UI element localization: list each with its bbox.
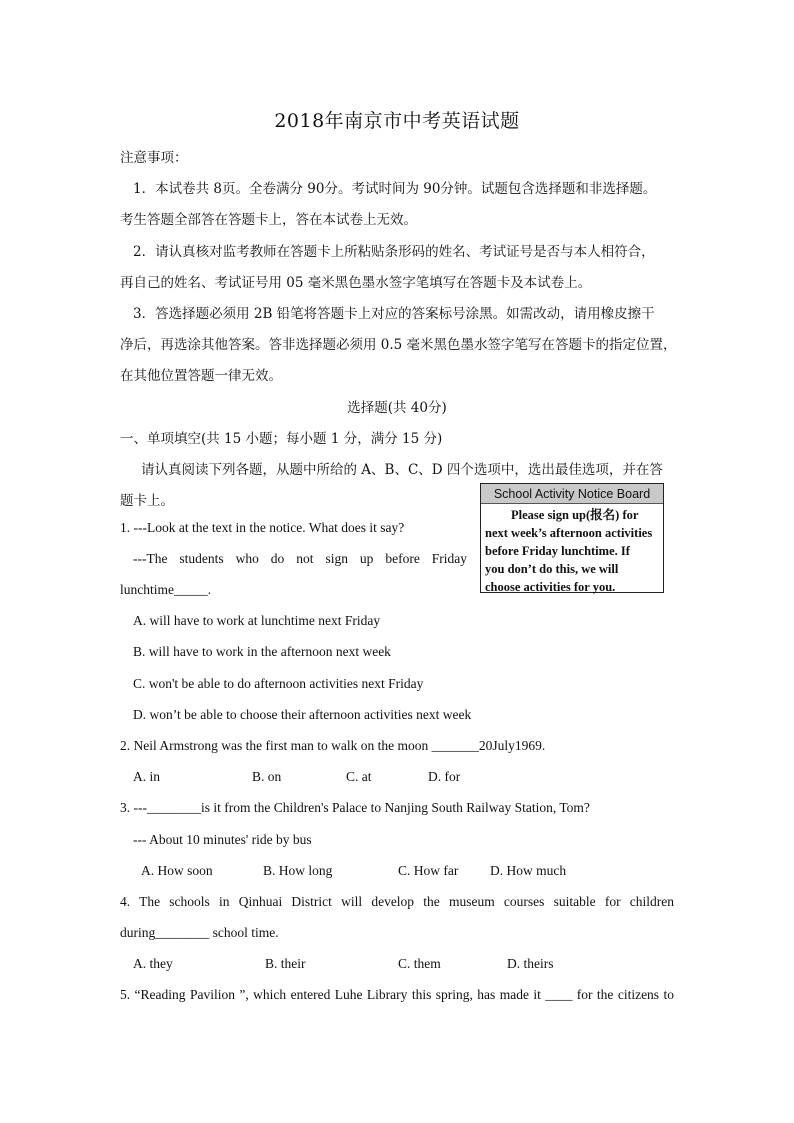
note-3-line-2: 净后，再选涂其他答案。答非选择题必须用 0.5 毫米黑色墨水签字笔写在答题卡的指定位置， <box>120 337 677 353</box>
q4-line-1: 4. The schools in Qinhuai District will develop the museum courses suitable for children <box>120 894 674 909</box>
q1-option-a: A. will have to work at lunchtime next Friday <box>133 613 381 628</box>
q1-line-1: 1. ---Look at the text in the notice. What does it say? <box>120 520 405 535</box>
q3-option-a: A. How soon <box>141 863 213 878</box>
q3-option-b: B. How long <box>263 863 333 878</box>
notice-board <box>480 483 664 593</box>
q1-option-d: D. won’t be able to choose their afternoon activities next week <box>133 707 472 722</box>
note-3-line-1: 3．答选择题必须用 2B 铅笔将答题卡上对应的答案标号涂黑。如需改动，请用橡皮擦干 <box>133 306 655 322</box>
notice-line-2: next week’s afternoon activities <box>485 526 653 540</box>
note-2-line-1: 2．请认真核对监考教师在答题卡上所粘贴条形码的姓名、考试证号是否与本人相符合， <box>133 244 655 260</box>
q1-line-2: ---The students who do not sign up before Friday <box>133 551 467 566</box>
q4-option-b: B. their <box>265 956 306 971</box>
q1-option-b: B. will have to work in the afternoon next week <box>133 644 391 659</box>
notice-line-1: Please sign up(报名) for <box>511 508 639 522</box>
note-2-line-2: 再自己的姓名、考试证号用 05 毫米黑色墨水签字笔填写在答题卡及本试卷上。 <box>120 275 592 291</box>
note-1-line-2: 考生答题全部答在答题卡上，答在本试卷上无效。 <box>120 212 417 228</box>
q4-option-c: C. them <box>398 956 441 971</box>
instruction-line-2: 题卡上。 <box>120 493 174 509</box>
q2-options <box>0 769 794 787</box>
q2-line-1: 2. Neil Armstrong was the first man to walk on the moon _______20July1969. <box>120 738 546 753</box>
q2-option-b: B. on <box>252 769 282 784</box>
q3-option-d: D. How much <box>490 863 567 878</box>
q3-option-c: C. How far <box>398 863 459 878</box>
notice-board-title: School Activity Notice Board <box>481 484 663 504</box>
q5-line-1: 5. “Reading Pavilion ”, which entered Luhe Library this spring, has made it ____ for the citizens to <box>120 987 674 1002</box>
part-1-title: 一、单项填空(共 15 小题；每小题 1 分，满分 15 分) <box>120 431 443 447</box>
notes-heading: 注意事项： <box>120 150 188 166</box>
q3-options <box>0 863 794 881</box>
section-title: 选择题(共 40分) <box>347 400 447 416</box>
note-1-line-1: 1．本试卷共 8页。全卷满分 90分。考试时间为 90分钟。试题包含选择题和非选择题。 <box>133 181 657 197</box>
q1-option-c: C. won't be able to do afternoon activities next Friday <box>133 676 424 691</box>
note-3-line-3: 在其他位置答题一律无效。 <box>120 368 282 384</box>
q2-option-c: C. at <box>346 769 372 784</box>
q4-option-a: A. they <box>133 956 173 971</box>
q4-options <box>0 956 794 974</box>
q4-line-2: during________ school time. <box>120 925 279 940</box>
q1-line-3: lunchtime_____. <box>120 582 212 597</box>
q3-line-1: 3. ---________is it from the Children's Palace to Nanjing South Railway Station, Tom? <box>120 800 590 815</box>
q2-option-a: A. in <box>133 769 160 784</box>
instruction-line-1: 请认真阅读下列各题，从题中所给的 A、B、C、D 四个选项中，选出最佳选项，并在答 <box>141 462 663 478</box>
notice-line-3: before Friday lunchtime. If <box>485 544 630 558</box>
notice-line-5: choose activities for you. <box>485 580 616 594</box>
q4-option-d: D. theirs <box>507 956 554 971</box>
q3-line-2: --- About 10 minutes' ride by bus <box>133 832 312 847</box>
notice-line-4: you don’t do this, we will <box>485 562 619 576</box>
page-title: 2018年南京市中考英语试题 <box>274 110 520 132</box>
q2-option-d: D. for <box>428 769 461 784</box>
